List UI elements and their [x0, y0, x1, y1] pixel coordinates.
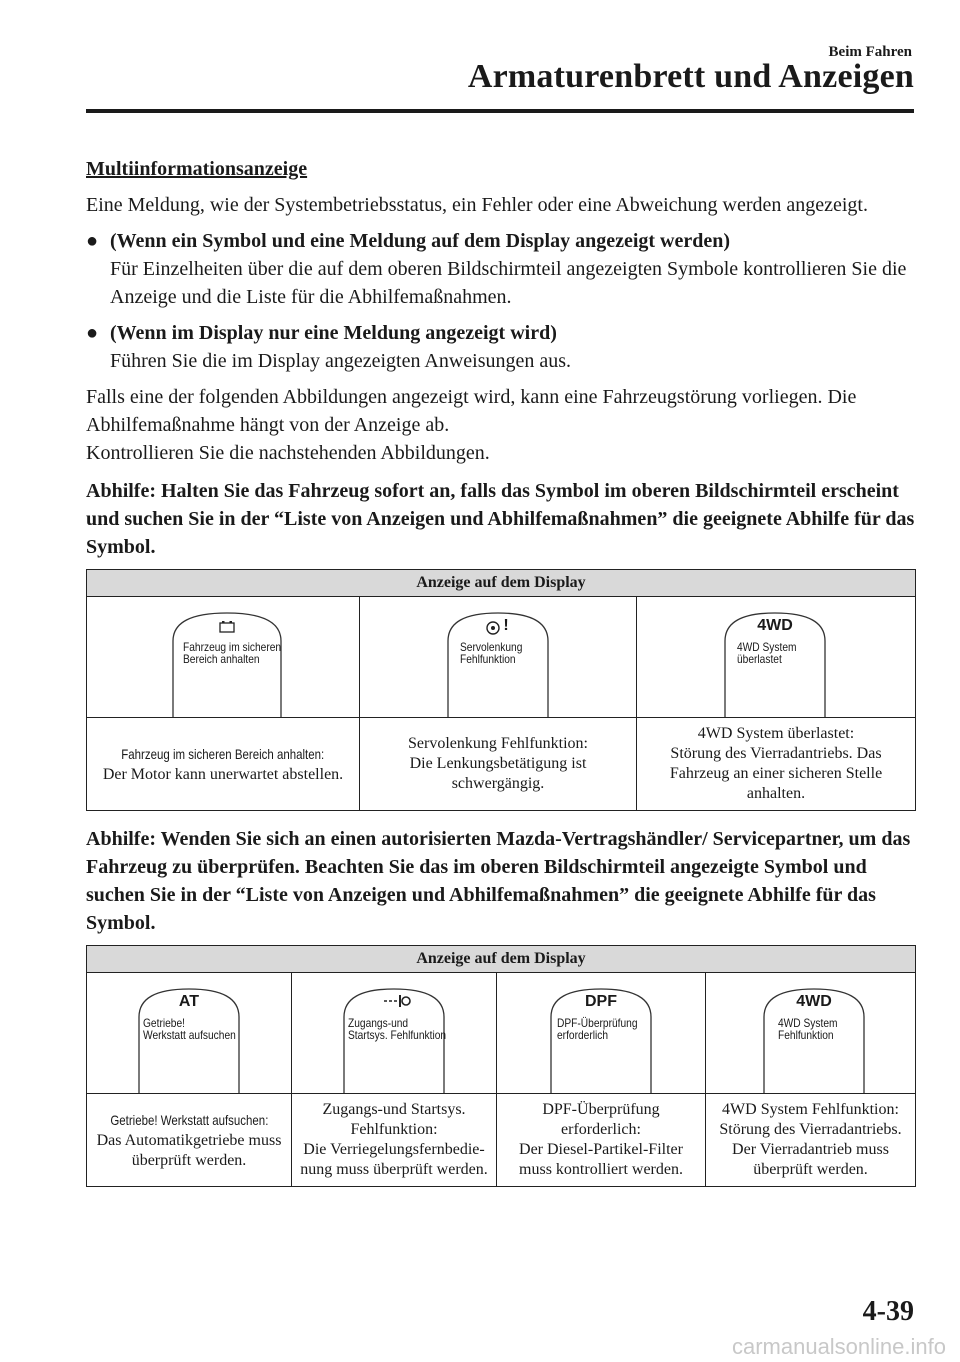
display-image-cell: [706, 973, 916, 1094]
display-description: DPF-Überprüfung erforderlich: Der Diesel-Partikel-Filter muss kontrolliert werden.: [497, 1094, 706, 1187]
display-message: 4WD System Fehlfunktion: [778, 1016, 838, 1042]
intro-paragraph: Eine Meldung, wie der Systembetriebsstatus, ein Fehler oder eine Abweichung werden angezeigt.: [86, 194, 868, 216]
bullet-item: [86, 319, 916, 375]
bullet-title: (Wenn im Display nur eine Meldung angezeigt wird): [110, 322, 557, 344]
chapter-label: Beim Fahren: [828, 44, 912, 60]
display-message: Getriebe! Werkstatt aufsuchen: [143, 1016, 236, 1042]
display-message: Zugangs-und Startsys. Fehlfunktion: [348, 1016, 447, 1042]
dpf-symbol: DPF: [585, 993, 617, 1010]
display-description: 4WD System überlastet: Störung des Vierradantriebs. Das Fahrzeug an einer sicheren Stelle anhalten.: [637, 718, 916, 811]
bullet-title: (Wenn ein Symbol und eine Meldung auf dem Display angezeigt werden): [110, 230, 731, 252]
display-image-cell: [497, 973, 706, 1094]
remedy-stop: Abhilfe: Halten Sie das Fahrzeug sofort an, falls das Symbol im oberen Bildschirmteil erscheint und suchen Sie in der “Liste von Anzeigen und Abhilfemaßnahmen” die geeignete Abhilfe für das Symbol.: [86, 480, 915, 558]
display-message: 4WD System überlastet: [737, 640, 797, 666]
display-screen: [723, 611, 827, 717]
display-table-stop: [86, 569, 916, 811]
key-icon: [384, 995, 410, 1007]
header-divider: [86, 109, 914, 113]
bullet-icon: ●: [86, 322, 99, 344]
display-table-dealer: [86, 945, 916, 1187]
paragraph: Kontrollieren Sie die nachstehenden Abbildungen.: [86, 442, 490, 464]
display-message: Fahrzeug im sicheren Bereich anhalten: [183, 640, 282, 666]
display-message: DPF-Überprüfung erforderlich: [557, 1016, 638, 1042]
bullet-text: Für Einzelheiten über die auf dem oberen Bildschirmteil angezeigten Symbole kontrollieren Sie die Anzeige und die Liste für die Abhilfemaßnahmen.: [110, 258, 907, 308]
display-image-cell: [292, 973, 497, 1094]
display-description: Servolenkung Fehlfunktion: Die Lenkungsbetätigung ist schwergängig.: [360, 718, 637, 811]
table-header: Anzeige auf dem Display: [87, 570, 916, 597]
main-content: [86, 158, 916, 1187]
bullet-item: [86, 227, 916, 311]
display-description: Getriebe! Werkstatt aufsuchen: Das Automatikgetriebe muss überprüft werden.: [87, 1094, 292, 1187]
remedy-dealer: Abhilfe: Wenden Sie sich an einen autorisierten Mazda-Vertragshändler/ Servicepartner, um das Fahrzeug zu überprüfen. Beachten Sie das im oberen Bildschirmteil angezeigte Symbol und suchen Sie in der “Liste von Anzeigen und Abhilfemaßnahmen” die geeignete Abhilfe für das Symbol.: [86, 828, 911, 934]
battery-icon: [220, 621, 234, 632]
4wd-symbol: 4WD: [796, 993, 832, 1010]
bullet-icon: ●: [86, 230, 99, 252]
table-header: Anzeige auf dem Display: [87, 946, 916, 973]
section-title: Multiinformationsanzeige: [86, 158, 308, 180]
display-screen: [137, 987, 241, 1093]
display-description: Zugangs-und Startsys. Fehlfunktion: Die Verriegelungsfernbedie-nung muss überprüft werden.: [292, 1094, 497, 1187]
paragraph: Falls eine der folgenden Abbildungen angezeigt wird, kann eine Fahrzeugstörung vorliegen. Die Abhilfemaßnahme hängt von der Anzeige ab.: [86, 386, 857, 436]
display-description: Fahrzeug im sicheren Bereich anhalten: Der Motor kann unerwartet abstellen.: [87, 718, 360, 811]
display-screen: [549, 987, 653, 1093]
4wd-symbol: 4WD: [757, 617, 793, 634]
display-screen: [171, 611, 283, 717]
display-image-cell: [87, 597, 360, 718]
bullet-text: Führen Sie die im Display angezeigten Anweisungen aus.: [110, 350, 572, 372]
display-message: Servolenkung Fehlfunktion: [460, 640, 523, 666]
page-title: Armaturenbrett und Anzeigen: [467, 58, 914, 95]
display-screen: [342, 987, 446, 1093]
steering-warning-symbol: !: [503, 617, 509, 634]
watermark: carmanualsonline.info: [731, 1334, 946, 1359]
at-symbol: AT: [178, 993, 200, 1010]
display-screen: [762, 987, 866, 1093]
display-image-cell: [637, 597, 916, 718]
display-screen: [446, 611, 550, 717]
display-description: 4WD System Fehlfunktion: Störung des Vierradantriebs. Der Vierradantrieb muss überprüft werden.: [706, 1094, 916, 1187]
page-number: 4-39: [862, 1296, 914, 1327]
display-image-cell: [360, 597, 637, 718]
display-image-cell: [87, 973, 292, 1094]
